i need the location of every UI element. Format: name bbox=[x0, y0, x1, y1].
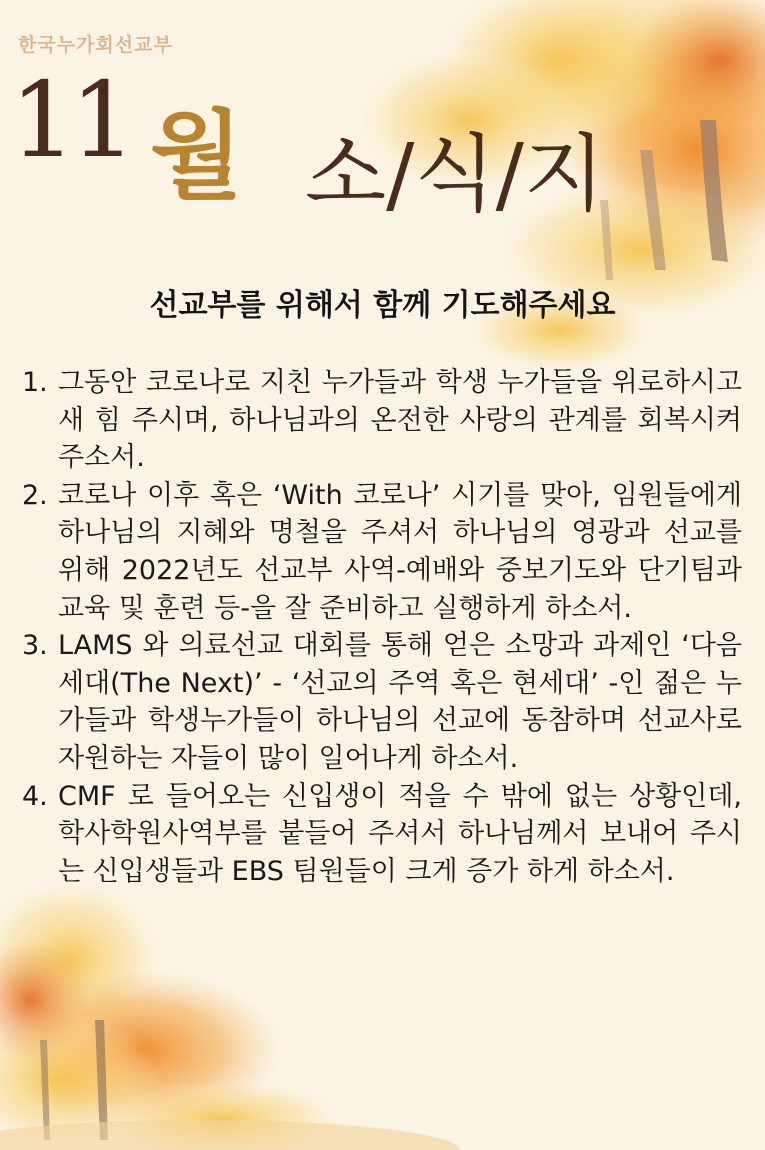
prayer-item bbox=[22, 778, 742, 891]
organization-name: 한국누가회선교부 bbox=[18, 34, 173, 56]
prayer-number: 3. bbox=[22, 630, 48, 662]
newsletter-title: 소/식/지 bbox=[305, 125, 606, 223]
prayer-number: 4. bbox=[22, 780, 48, 812]
prayer-text: LAMS 와 의료선교 대회를 통해 얻은 소망과 과제인 ‘다음 세대(The Next)’ - ‘선교의 주역 혹은 현세대’ -인 젊은 누가들과 학생누가들이 하나님의 선교에 동참하며 선교사로 자원하는 자들이 많이 일어나게 하소서. bbox=[58, 630, 742, 774]
month-number: 11 bbox=[10, 59, 131, 181]
prayer-number: 2. bbox=[22, 479, 48, 511]
month-word: 월 bbox=[150, 100, 243, 212]
prayer-item bbox=[22, 364, 742, 477]
prayer-list bbox=[22, 364, 742, 890]
prayer-text: 그동안 코로나로 지친 누가들과 학생 누가들을 위로하시고 새 힘 주시며, 하나님과의 온전한 사랑의 관계를 회복시켜 주소서. bbox=[58, 367, 742, 474]
prayer-text: 코로나 이후 혹은 ‘With 코로나’ 시기를 맞아, 임원들에게 하나님의 지혜와 명철을 주셔서 하나님의 영광과 선교를 위해 2022년도 선교부 사역-예배와 중보기도와 단기팀과 교육 및 훈련 등-을 잘 준비하고 실행하게 하소서. bbox=[58, 479, 742, 624]
prayer-text: CMF 로 들어오는 신입생이 적을 수 밖에 없는 상황인데, 학사학원사역부를 붙들어 주셔서 하나님께서 보내어 주시는 신입생들과 EBS 팀원들이 크게 증가 하게 하소서. bbox=[58, 780, 742, 887]
prayer-item bbox=[22, 477, 742, 627]
prayer-request-heading: 선교부를 위해서 함께 기도해주세요 bbox=[149, 288, 616, 323]
prayer-item bbox=[22, 627, 742, 777]
prayer-number: 1. bbox=[22, 367, 48, 398]
